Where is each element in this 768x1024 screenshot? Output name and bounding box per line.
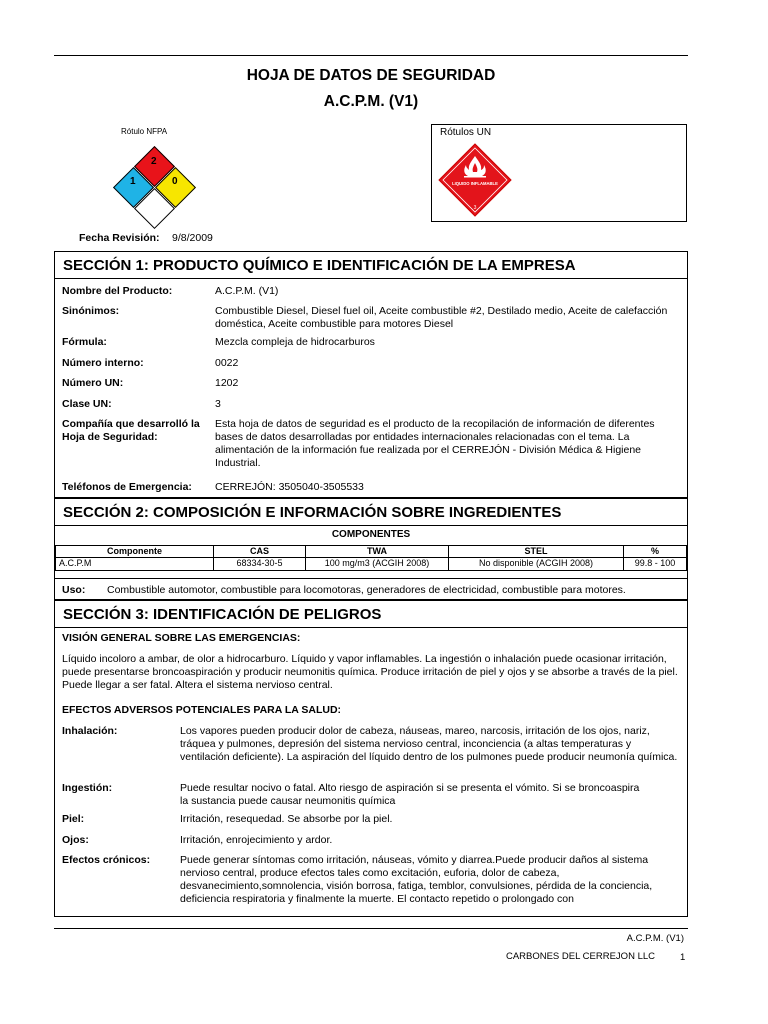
un-number-value: 1202 (215, 377, 239, 389)
formula-value: Mezcla compleja de hidrocarburos (215, 336, 375, 348)
emergency-overview-heading: VISIÓN GENERAL SOBRE LAS EMERGENCIAS: (62, 632, 301, 644)
nfpa-flammability-value: 2 (151, 156, 157, 167)
footer-page-number: 1 (680, 952, 686, 963)
revision-date-label: Fecha Revisión: (79, 232, 160, 244)
un-placard-class: 3 (473, 205, 477, 211)
footer-company: CARBONES DEL CERREJON LLC (505, 951, 655, 962)
emergency-phones-value: CERREJÓN: 3505040-3505533 (215, 481, 364, 493)
footer-product: A.C.P.M. (V1) (626, 933, 684, 944)
inhalation-value: Los vapores pueden producir dolor de cabeza, náuseas, mareo, narcosis, irritación de los ojos, nariz, tráquea y pulmones, depresión del sistema nervioso central, inconciencia (a altas temperaturas y ventilación deficiente). La aspiración del líquido dentro de los pulmones puede producir neumonía química. (180, 725, 678, 764)
emergency-phones-label: Teléfonos de Emergencia: (62, 481, 192, 493)
col-percent: % (624, 546, 687, 558)
un-label: Rótulos UN (440, 127, 492, 138)
page-title: HOJA DE DATOS DE SEGURIDAD (246, 67, 496, 84)
company-label: Compañía que desarrolló la Hoja de Seguridad: (62, 418, 200, 444)
eyes-value: Irritación, enrojecimiento y ardor. (180, 834, 333, 846)
skin-label: Piel: (62, 813, 85, 825)
ingestion-label: Ingestión: (62, 782, 113, 794)
col-stel: STEL (449, 546, 624, 558)
inhalation-label: Inhalación: (62, 725, 118, 737)
cell-cas: 68334-30-5 (214, 558, 306, 570)
un-class-value: 3 (215, 398, 221, 410)
formula-label: Fórmula: (62, 336, 107, 348)
components-header-row (56, 546, 687, 558)
chronic-effects-label: Efectos crónicos: (62, 854, 151, 866)
cell-componente: A.C.P.M (56, 558, 214, 570)
top-rule (54, 55, 688, 56)
company-value: Esta hoja de datos de seguridad es el producto de la recopilación de información de diferentes bases de datos desarrolladas por entidades internacionales relacionadas con el tema. La alimentación de la información fue realizada por el CERREJÓN - División Médica & Higiene Industrial. (215, 418, 655, 470)
ingestion-value: Puede resultar nocivo o fatal. Alto riesgo de aspiración si se presenta el vómito. Si se broncoaspira la sustancia puede causar neumonitis química (180, 782, 640, 808)
col-twa: TWA (306, 546, 449, 558)
revision-date-value: 9/8/2009 (172, 232, 213, 244)
flammable-liquid-placard-icon (438, 143, 512, 217)
components-table (55, 545, 687, 571)
nfpa-health-value: 1 (130, 176, 136, 187)
adverse-effects-heading: EFECTOS ADVERSOS POTENCIALES PARA LA SALUD: (62, 704, 342, 716)
emergency-overview-text: Líquido incoloro a ambar, de olor a hidrocarburo. Líquido y vapor inflamables. La ingestión o inhalación puede ocasionar irritación, puede presentarse broncoaspiración y producir neumonitis química. Produce irritación de piel y ojos y se absorbe a través de la piel. Puede llegar a ser fatal. Altera el sistema nervioso central. (62, 653, 678, 692)
cell-percent: 99.8 - 100 (624, 558, 687, 570)
skin-value: Irritación, resequedad. Se absorbe por la piel. (180, 813, 393, 825)
section3-title: SECCIÓN 3: IDENTIFICACIÓN DE PELIGROS (54, 600, 688, 628)
product-name-value: A.C.P.M. (V1) (215, 285, 279, 297)
footer-rule (54, 928, 688, 929)
col-cas: CAS (214, 546, 306, 558)
un-number-label: Número UN: (62, 377, 124, 389)
synonyms-value: Combustible Diesel, Diesel fuel oil, Aceite combustible #2, Destilado medio, Aceite de calefacción doméstica, Aceite combustible para motores Diesel (215, 305, 668, 331)
uso-value: Combustible automotor, combustible para locomotoras, generadores de electricidad, combustible para motores. (107, 584, 626, 596)
uso-label: Uso: (62, 584, 86, 596)
un-class-label: Clase UN: (62, 398, 112, 410)
un-placard-text: LIQUIDO INFLAMABLE (452, 181, 498, 186)
table-row (56, 558, 687, 570)
col-componente: Componente (56, 546, 214, 558)
chronic-effects-value: Puede generar síntomas como irritación, náuseas, vómito y diarrea.Puede producir daños al sistema nervioso central, produce efectos tales como excitación, euforia, dolor de cabeza, desvanecimiento,somnolencia, visión borrosa, fatiga, temblor, convulsiones, pérdida de la conciencia, deficiencia respiratoria y finalmente la muerte. El contacto repetido o prolongado con (180, 854, 653, 906)
section1-title: SECCIÓN 1: PRODUCTO QUÍMICO E IDENTIFICACIÓN DE LA EMPRESA (54, 251, 688, 279)
synonyms-label: Sinónimos: (62, 305, 120, 317)
section2-title: SECCIÓN 2: COMPOSICIÓN E INFORMACIÓN SOBRE INGREDIENTES (54, 498, 688, 526)
internal-number-label: Número interno: (62, 357, 144, 369)
components-table-title: COMPONENTES (331, 529, 411, 540)
page-subtitle: A.C.P.M. (V1) (323, 93, 419, 110)
cell-twa: 100 mg/m3 (ACGIH 2008) (306, 558, 449, 570)
cell-stel: No disponible (ACGIH 2008) (449, 558, 624, 570)
nfpa-reactivity-value: 0 (172, 176, 178, 187)
internal-number-value: 0022 (215, 357, 239, 369)
nfpa-label: Rótulo NFPA (121, 127, 168, 136)
product-name-label: Nombre del Producto: (62, 285, 173, 297)
uso-divider (54, 578, 688, 579)
eyes-label: Ojos: (62, 834, 89, 846)
nfpa-diamond-icon (112, 145, 196, 229)
